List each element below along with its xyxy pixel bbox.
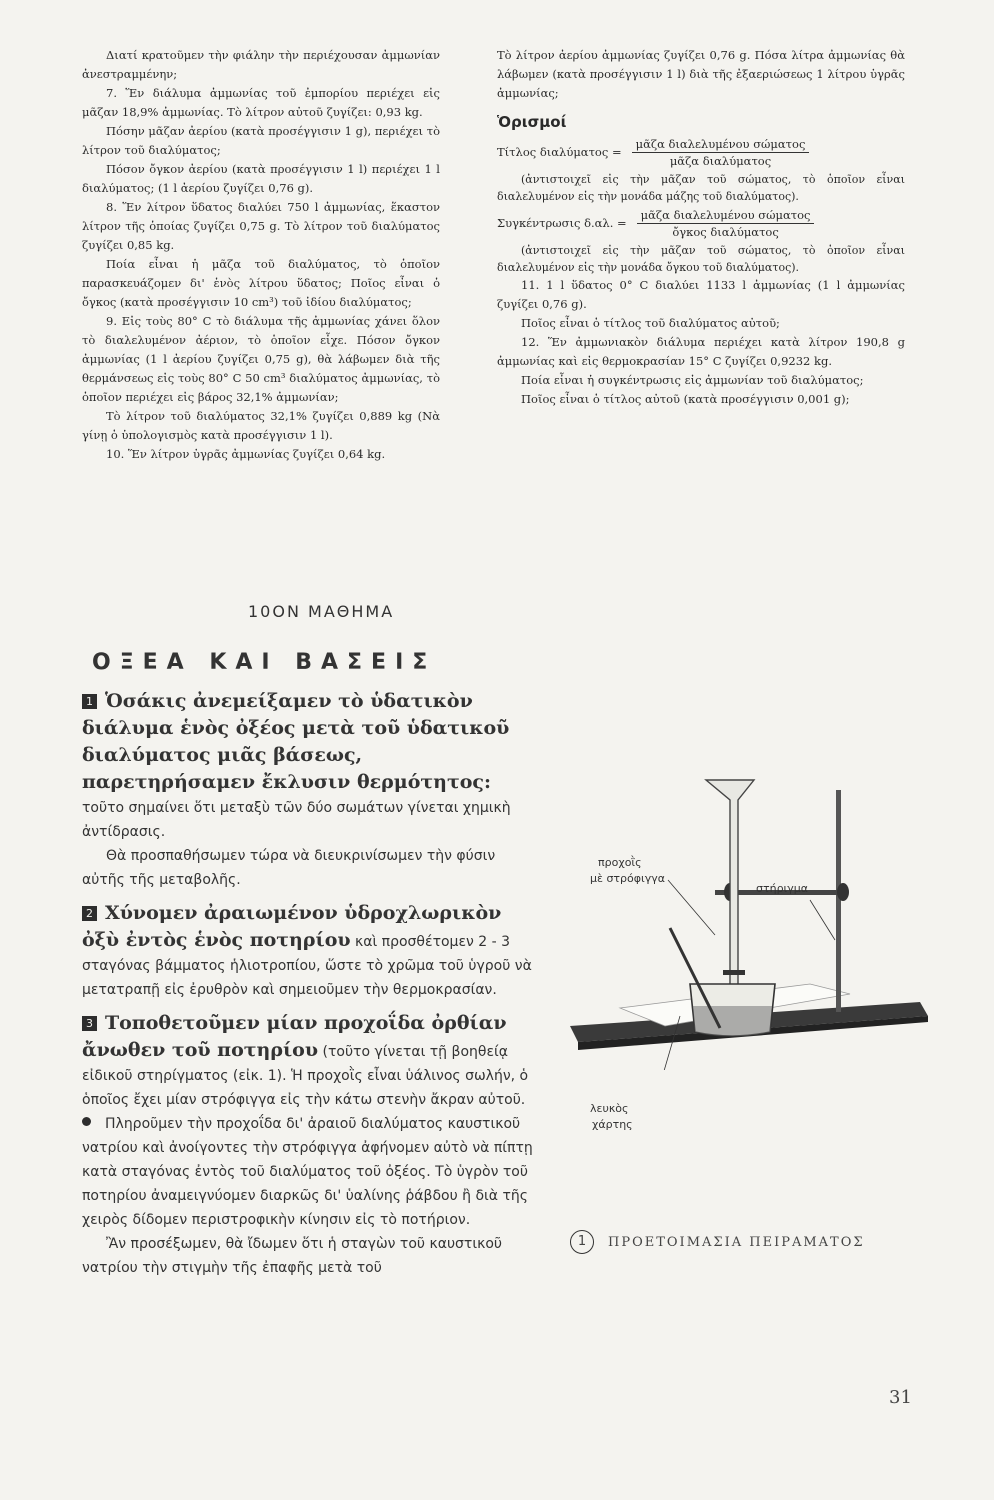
fraction [632,136,810,169]
paragraph: Ἂν προσέξωμεν, θὰ ἴδωμεν ὅτι ἡ σταγὼν τοῦ καυστικοῦ νατρίου τὴν στιγμὴν τῆς ἐπαφῆς μετὰ τοῦ [82,1236,503,1276]
paragraph: Θὰ προσπαθήσωμεν τώρα νὰ διευκρινίσωμεν τὴν φύσιν αὐτῆς τῆς μεταβολῆς. [82,848,496,888]
formula-lhs: Τίτλος διαλύματος = [497,145,622,159]
formula-note: (ἀντιστοιχεῖ εἰς τὴν μᾶζαν τοῦ σώματος, τὸ ὁποῖον εἶναι διαλελυμένον εἰς τὴν μονάδα ὄγκου τοῦ διαλύματος). [497,244,905,274]
section-3 [82,1010,534,1112]
exercise-7: 7. Ἕν διάλυμα ἀμμωνίας τοῦ ἐμπορίου περιέχει εἰς μᾶζαν 18,9% ἀμμωνίας. Τὸ λίτρον αὐτοῦ ζυγίζει: 0,93 kg. [82,86,440,119]
stand-label: στήριγμα [756,882,809,895]
section-lead: Χύνομεν ἀραιωμένον ὑδροχλωρικὸν ὀξὺ ἐντὸς ἑνὸς ποτηρίου [82,902,502,951]
formula-concentration [497,207,905,240]
fraction [637,207,815,240]
exercise-text: Πόσον ὄγκον ἀερίου (κατὰ προσέγγισιν 1 l) περιέχει 1 l διαλύματος; (1 l ἀερίου ζυγίζει 0,76 g). [82,162,440,195]
denominator: ὄγκος διαλύματος [672,225,779,239]
paper-label: χάρτης [592,1118,633,1131]
exercise-11: 11. 1 l ὕδατος 0° C διαλύει 1133 l ἀμμωνίας (1 l ἀμμωνίας ζυγίζει 0,76 g). [497,278,905,311]
lesson-label: 10ON ΜΑΘΗΜΑ [248,602,395,621]
formula-note: (ἀντιστοιχεῖ εἰς τὴν μᾶζαν τοῦ σώματος, τὸ ὁποῖον εἶναι διαλελυμένον εἰς τὴν μονάδα μάζης τοῦ διαλύματος). [497,173,905,203]
exercise-text: Ποῖος εἶναι ὁ τίτλος τοῦ διαλύματος αὐτοῦ; [521,316,780,330]
exercise-text: Ποία εἶναι ἡ μᾶζα τοῦ διαλύματος, τὸ ὁποῖον παρασκευάζομεν δι' ἑνὸς λίτρου ὕδατος; Ποῖος εἶναι ὁ ὄγκος (κατὰ προσέγγισιν 10 cm³) τοῦ ἰδίου διαλύματος; [82,257,440,309]
exercise-text: Τὸ λίτρον ἀερίου ἀμμωνίας ζυγίζει 0,76 g. Πόσα λίτρα ἀμμωνίας θὰ λάβωμεν (κατὰ προσέγγισιν 1 l) διὰ τῆς ἐξαεριώσεως 1 λίτρου ὑγρᾶς ἀμμωνίας; [497,48,905,100]
denominator: μᾶζα διαλύματος [669,154,772,168]
formula-title [497,136,905,169]
lesson-body [82,688,534,1280]
caption-text: ΠΡΟΕΤΟΙΜΑΣΙΑ ΠΕΙΡΑΜΑΤΟΣ [608,1234,865,1250]
numerator: μᾶζα διαλελυμένου σώματος [632,136,810,153]
exercise-12: 12. Ἕν ἀμμωνιακὸν διάλυμα περιέχει κατὰ λίτρον 190,8 g ἀμμωνίας καὶ εἰς θερμοκρασίαν 15° C ζυγίζει 0,9232 kg. [497,335,905,368]
section-2 [82,900,534,1002]
exercise-text: Διατί κρατοῦμεν τὴν φιάλην τὴν περιέχουσαν ἀμμωνίαν ἀνεστραμμένην; [82,48,440,81]
figure-labels [560,850,930,1230]
exercise-10: 10. Ἕν λίτρον ὑγρᾶς ἀμμωνίας ζυγίζει 0,64 kg. [106,447,386,461]
lesson-title: ΟΞΕΑ ΚΑΙ ΒΑΣΕΙΣ [92,650,437,675]
figure-caption [570,1230,865,1254]
burette-label: μὲ στρόφιγγα [590,872,665,885]
exercise-text: Ποῖος εἶναι ὁ τίτλος αὐτοῦ (κατὰ προσέγγισιν 0,001 g); [521,392,850,406]
page-number: 31 [889,1387,912,1408]
exercise-text: Ποία εἶναι ἡ συγκέντρωσις εἰς ἀμμωνίαν τοῦ διαλύματος; [521,373,864,387]
paper-label: λευκὸς [590,1102,629,1115]
burette-label: προχοῒς [598,856,642,869]
exercise-text: Τὸ λίτρον τοῦ διαλύματος 32,1% ζυγίζει 0,889 kg (Νὰ γίνῃ ὁ ὑπολογισμὸς κατὰ προσέγγισιν 1 l). [82,409,440,442]
section-number: 2 [82,906,97,921]
section-number: 3 [82,1016,97,1031]
section-text: τοῦτο σημαίνει ὅτι μεταξὺ τῶν δύο σωμάτων γίνεται χημικὴ ἀντίδρασις. [82,800,511,840]
bullet-icon [82,1117,91,1126]
right-column [497,46,905,409]
section-1 [82,688,534,844]
section-lead: Τοποθετοῦμεν μίαν προχοΐδα ὀρθίαν ἄνωθεν τοῦ ποτηρίου [82,1012,507,1061]
figure-number: 1 [570,1230,594,1254]
exercise-8: 8. Ἕν λίτρον ὕδατος διαλύει 750 l ἀμμωνίας, ἕκαστον λίτρον τῆς ὁποίας ζυγίζει 0,75 g. Τὸ λίτρον τοῦ διαλύματος ζυγίζει 0,85 kg. [82,200,440,252]
section-text: (τοῦτο γίνεται τῇ βοηθείᾳ εἰδικοῦ στηρίγματος (εἰκ. 1). Ἡ προχοῒς εἶναι ὑάλινος σωλήν, ὁ ὁποῖος ἔχει μίαν στρόφιγγα εἰς τὴν κάτω στενὴν ἄκραν αὐτοῦ. [82,1044,529,1108]
exercise-text: Πόσην μᾶζαν ἀερίου (κατὰ προσέγγισιν 1 g), περιέχει τὸ λίτρον τοῦ διαλύματος; [82,124,440,157]
left-column [82,46,440,464]
section-number: 1 [82,694,97,709]
exercise-9: 9. Εἰς τοὺς 80° C τὸ διάλυμα τῆς ἀμμωνίας χάνει ὅλον τὸ διαλελυμένον ἀέριον, τὸ ὁποῖον εἶχε. Πόσον ὄγκον ἀμμωνίας (1 l ἀερίου ζυγίζει 0,75 g), θὰ λάβωμεν διὰ τῆς θερμάνσεως εἰς τοὺς 80° C 50 cm³ διαλύματος ἀμμωνίας, τὸ ὁποῖον περιέχει εἰς βάρος 32,1% ἀμμωνίαν; [82,314,440,404]
definitions-heading: Ὁρισμοί [497,113,567,131]
section-lead: Ὁσάκις ἀνεμείξαμεν τὸ ὑδατικὸν διάλυμα ἑνὸς ὀξέος μετὰ τοῦ ὑδατικοῦ διαλύματος μιᾶς βάσεως, παρετηρήσαμεν ἔκλυσιν θερμότητος: [82,690,510,793]
paragraph [82,1112,534,1232]
numerator: μᾶζα διαλελυμένου σώματος [637,207,815,224]
formula-lhs: Συγκέντρωσις δ.αλ. = [497,216,627,230]
paragraph-text: Πληροῦμεν τὴν προχοΐδα δι' ἀραιοῦ διαλύματος καυστικοῦ νατρίου καὶ ἀνοίγοντες τὴν στρόφιγγα ἀφήνομεν αὐτὸ νὰ πίπτῃ κατὰ σταγόνας ἐντὸς τοῦ διαλύματος τοῦ ὀξέος. Τὸ ὑγρὸν τοῦ ποτηρίου ἀναμειγνύομεν διαρκῶς δι' ὑαλίνης ῥάβδου ἢ διὰ τῆς χειρὸς δίδομεν περιστροφικὴν κίνησιν εἰς τὸ ποτήριον. [82,1116,533,1228]
section-text: καὶ προσθέτομεν 2 - 3 σταγόνας βάμματος ἡλιοτροπίου, ὥστε τὸ χρῶμα τοῦ ὑγροῦ νὰ μετατραπῇ εἰς ἐρυθρὸν καὶ σημειοῦμεν τὴν θερμοκρασίαν. [82,934,532,998]
